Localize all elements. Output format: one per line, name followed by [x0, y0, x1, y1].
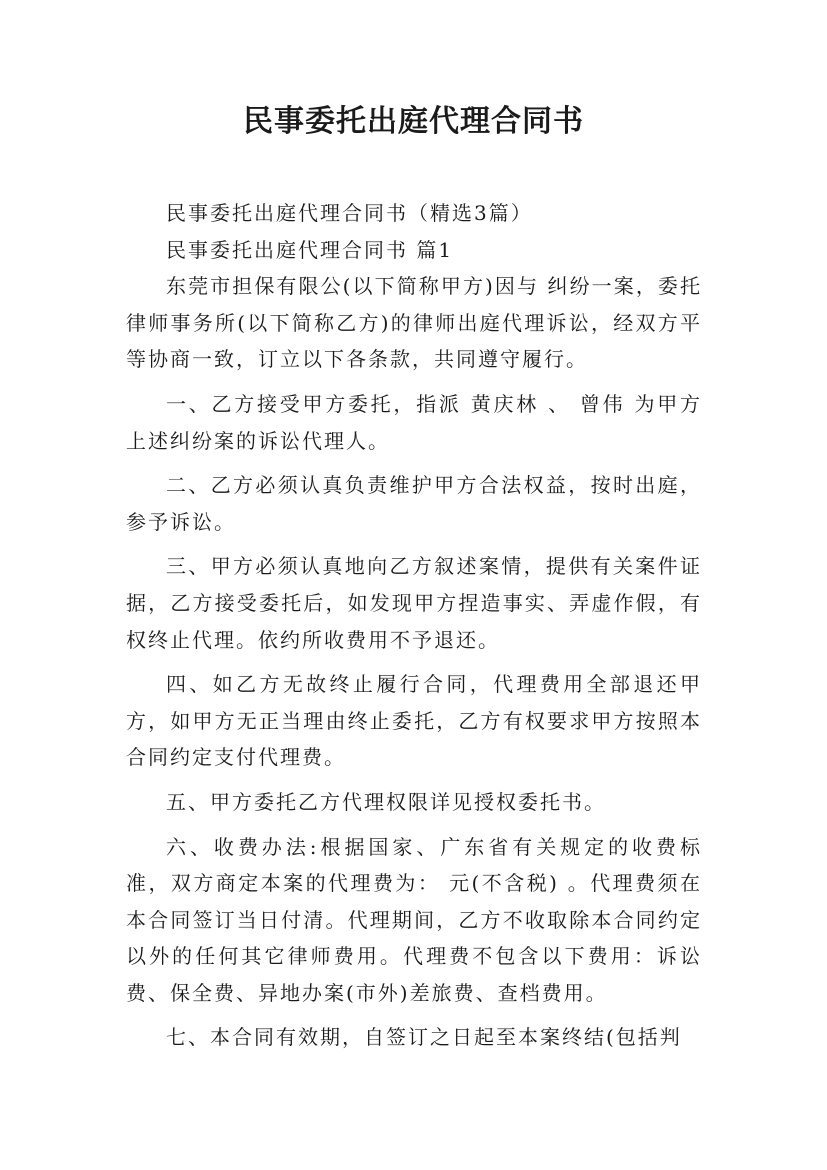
paragraph-preamble: 东莞市担保有限公(以下简称甲方)因与 纠纷一案，委托律师事务所(以下简称乙方)的律师出庭代理诉讼，经双方平等协商一致，订立以下各条款，共同遵守履行。: [126, 274, 702, 372]
paragraph-clause-6: 六、收费办法:根据国家、广东省有关规定的收费标准，双方商定本案的代理费为： 元(不含税) 。代理费须在本合同签订当日付清。代理期间，乙方不收取除本合同约定以外的任何其它律师费用。代理费不包含以下费用：诉讼费、保全费、异地办案(市外)差旅费、查档费用。: [126, 834, 702, 1005]
document-title: 民事委托出庭代理合同书: [243, 104, 584, 139]
paragraph-clause-1: 一、乙方接受甲方委托，指派 黄庆林 、 曾伟 为甲方上述纠纷案的诉讼代理人。: [126, 391, 702, 453]
paragraph-clause-3: 三、甲方必须认真地向乙方叙述案情，提供有关案件证据，乙方接受委托后，如发现甲方捏造事实、弄虚作假，有权终止代理。依约所收费用不予退还。: [126, 554, 702, 652]
paragraph-heading-collection: 民事委托出庭代理合同书（精选3篇）: [166, 201, 533, 225]
paragraph-clause-2: 二、乙方必须认真负责维护甲方合法权益，按时出庭，参予诉讼。: [126, 473, 702, 534]
document-body: [126, 195, 702, 1056]
paragraph-clause-7: 七、本合同有效期，自签订之日起至本案终结(包括判: [166, 1025, 682, 1050]
paragraph-heading-part1: 民事委托出庭代理合同书 篇1: [166, 237, 454, 262]
paragraph-clause-4: 四、如乙方无故终止履行合同，代理费用全部退还甲方，如甲方无正当理由终止委托，乙方有权要求甲方按照本合同约定支付代理费。: [126, 672, 702, 770]
paragraph-clause-5: 五、甲方委托乙方代理权限详见授权委托书。: [166, 789, 606, 814]
